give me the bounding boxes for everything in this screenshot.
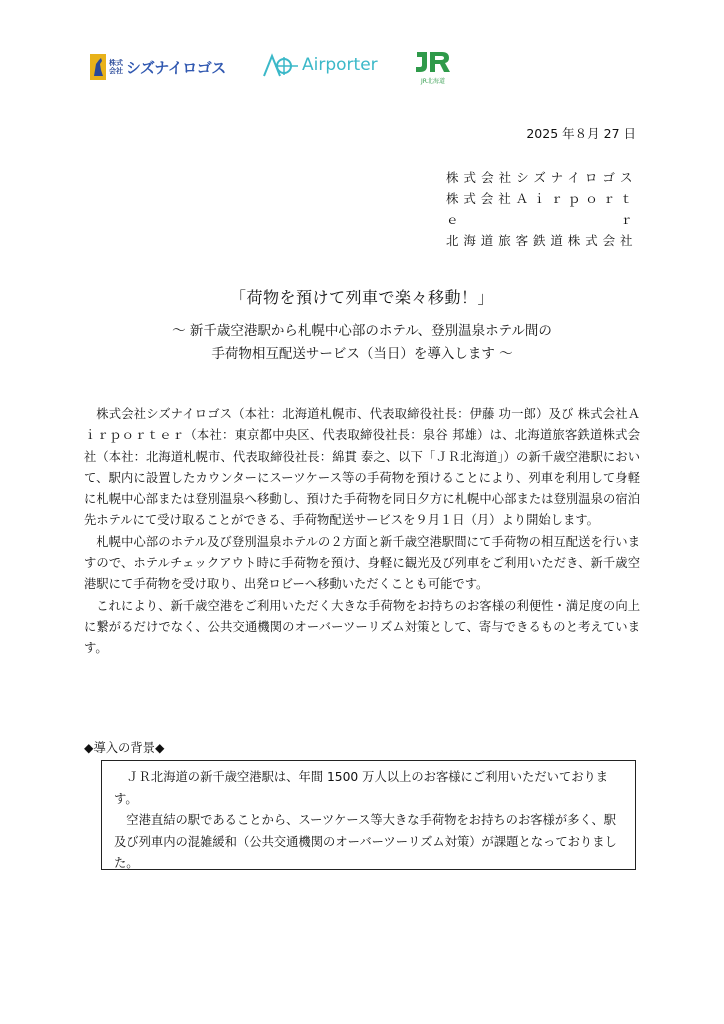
kangaroo-mark-icon — [90, 54, 106, 80]
release-date: 2025 年８月 27 日 — [526, 126, 636, 141]
issuer-list — [446, 167, 636, 251]
issuer-shizunai: 株式会社シズナイロゴス — [446, 170, 636, 185]
body-paragraph-3: これにより、新千歳空港をご利用いただく大きな手荷物をお持ちのお客様の利便性・満足度の向上に繋がるだけでなく、公共交通機関のオーバーツーリズム対策として、寄与できるものと考えています。 — [84, 598, 640, 656]
logo-bar — [0, 48, 724, 88]
subtitle-line-2: 手荷物相互配送サービス（当日）を導入します ～ — [211, 346, 513, 362]
jr-sub-label: JR北海道 — [421, 78, 445, 85]
issuer-jr-hokkaido: 北海道旅客鉄道株式会社 — [446, 233, 636, 248]
issuer-airporter: 株式会社Ａｉｒｐｏｒｔｅｒ — [446, 191, 636, 227]
background-paragraph-1: ＪＲ北海道の新千歳空港駅は、年間 1500 万人以上のお客様にご利用いただいております。 — [114, 770, 609, 806]
body-paragraph-2: 札幌中心部のホテル及び登別温泉ホテルの２方面と新千歳空港駅間にて手荷物の相互配送を行いますので、ホテルチェックアウト時に手荷物を預け、身軽に観光及び列車をご利用いただき、新千歳空港駅にて手荷物を受け取り、出発ロビーへ移動いただくことも可能です。 — [84, 534, 640, 592]
shizunai-corp-label: 株式会社 — [109, 59, 123, 75]
subtitle-line-1: ～ 新千歳空港駅から札幌中心部のホテル、登別温泉ホテル間の — [172, 323, 552, 339]
background-box — [101, 760, 636, 870]
airporter-name: Airporter — [302, 55, 378, 75]
shizunai-name: シズナイロゴス — [126, 58, 226, 77]
airporter-mark-icon — [262, 52, 300, 78]
airporter-logo — [262, 52, 378, 78]
background-paragraph-2: 空港直結の駅であることから、スーツケース等大きな手荷物をお持ちのお客様が多く、駅及び列車内の混雑緩和（公共交通機関のオーバーツーリズム対策）が課題となっておりました。 — [114, 813, 617, 870]
page-title: 「荷物を預けて列車で楽々移動！」 — [229, 288, 494, 307]
jr-mark-icon — [413, 48, 453, 74]
shizunai-logo — [90, 54, 226, 80]
jr-hokkaido-logo — [412, 48, 454, 85]
subtitle — [0, 320, 724, 366]
body-text — [84, 404, 640, 660]
background-heading: ◆導入の背景◆ — [84, 741, 165, 755]
body-paragraph-1: 株式会社シズナイロゴス（本社：北海道札幌市、代表取締役社長：伊藤 功一郎）及び 株式会社Ａｉｒｐｏｒｔｅｒ（本社：東京都中央区、代表取締役社長：泉谷 邦雄）は、北海道旅客鉄道株式会社（本社：北海道札幌市、代表取締役社長：綿貫 泰之、以下「ＪＲ北海道」）の新千歳空港駅において、駅内に設置したカウンターにスーツケース等の手荷物を預けることにより、列車を利用して身軽に札幌中心部または登別温泉へ移動し、預けた手荷物を同日夕方に札幌中心部または登別温泉の宿泊先ホテルにて受け取ることができる、手荷物配送サービスを９月１日（月）より開始します。 — [84, 407, 640, 528]
